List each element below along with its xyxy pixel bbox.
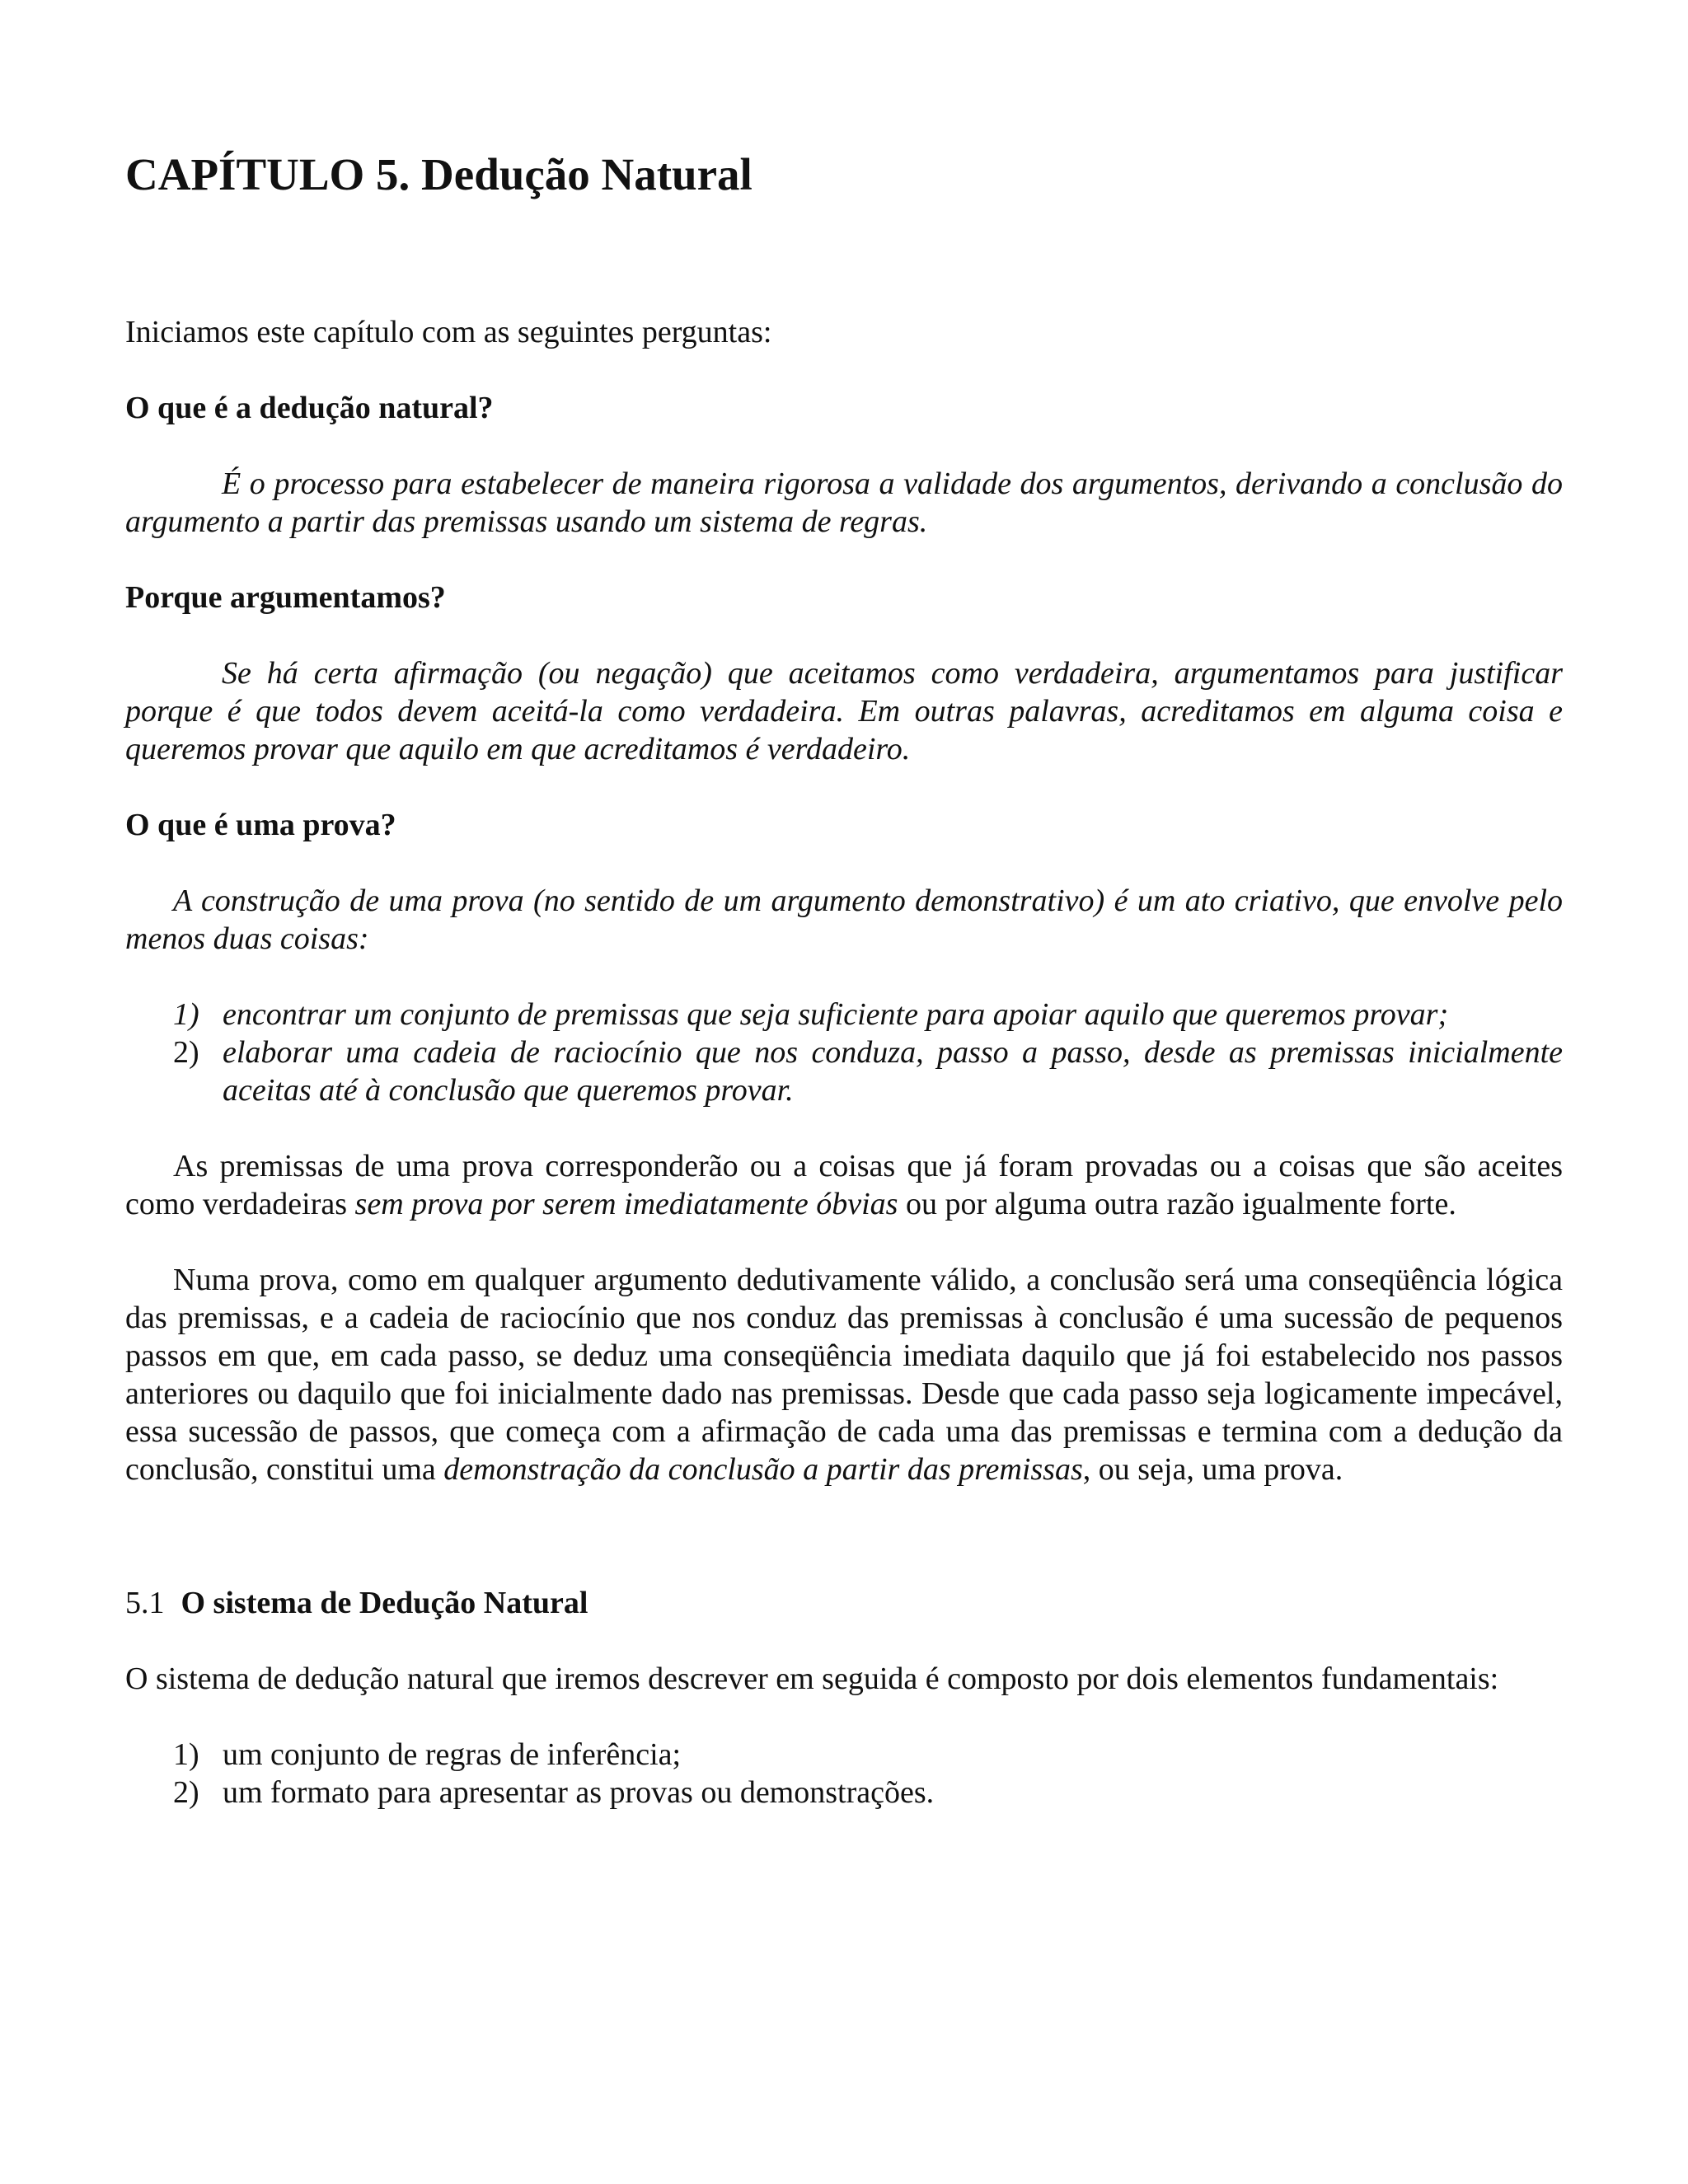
chapter-title: CAPÍTULO 5. Dedução Natural [125,149,753,199]
list-item [125,996,1563,1033]
premises-text-end: ou por alguma outra razão igualmente forte. [898,1187,1456,1221]
list-item-text: um formato para apresentar as provas ou demonstrações. [223,1775,935,1810]
list-item-number: 2) [173,1035,199,1070]
proof-text-start: Numa prova, como em qualquer argumento dedutivamente válido, a conclusão será uma conseqüência lógica das premissas, e a cadeia de raciocínio que nos conduz das premissas à conclusão é uma sucessão de pequenos passos em que, em cada passo, se deduz uma conseqüência imediata daquilo que já foi estabelecido nos passos anteriores ou daquilo que foi inicialmente dado nas premissas. Desde que cada passo seja logicamente impecável, essa sucessão de passos, que começa com a afirmação de cada uma das premissas e termina com a dedução da conclusão, constitui uma [125,1263,1563,1487]
premises-text-italic: sem prova por serem imediatamente óbvias [354,1187,898,1221]
answer-what-is-proof: A construção de uma prova (no sentido de um argumento demonstrativo) é um ato criativo, que envolve pelo menos duas coisas: [125,883,1563,956]
intro-paragraph: Iniciamos este capítulo com as seguintes perguntas: [125,315,772,349]
section-number: 5.1 [125,1586,165,1620]
proof-requirements-list [125,996,1563,1109]
premises-text-start: As premissas de uma prova corresponderão ou a coisas que já foram provadas ou a coisas que são aceites como verdadeiras [125,1149,1563,1221]
section-intro-paragraph: O sistema de dedução natural que iremos descrever em seguida é composto por dois elementos fundamentais: [125,1661,1499,1696]
proof-text-end: , ou seja, uma prova. [1082,1452,1343,1487]
list-item-text: encontrar um conjunto de premissas que seja suficiente para apoiar aquilo que queremos provar; [223,997,1449,1032]
question-natural-deduction: O que é a dedução natural? [125,391,494,425]
list-item-number: 1) [173,1737,199,1772]
list-item-text: elaborar uma cadeia de raciocínio que nos conduza, passo a passo, desde as premissas inicialmente aceitas até à conclusão que queremos provar. [223,1035,1563,1108]
question-what-is-proof: O que é uma prova? [125,808,396,842]
question-why-argue: Porque argumentamos? [125,580,446,615]
section-heading [125,1584,588,1622]
list-item-text: um conjunto de regras de inferência; [223,1737,682,1772]
list-item-number: 1) [173,997,199,1032]
list-item [125,1033,1563,1109]
proof-paragraph [125,1261,1563,1488]
premises-paragraph [125,1147,1563,1223]
answer-why-argue: Se há certa afirmação (ou negação) que aceitamos como verdadeira, argumentamos para justificar porque é que todos devem aceitá-la como verdadeira. Em outras palavras, acreditamos em alguma coisa e queremos provar que aquilo em que acreditamos é verdadeiro. [125,656,1563,766]
list-item [125,1736,1563,1774]
proof-text-italic: demonstração da conclusão a partir das premissas [443,1452,1083,1487]
system-elements-list [125,1736,1563,1811]
answer-natural-deduction: É o processo para estabelecer de maneira rigorosa a validade dos argumentos, derivando a conclusão do argumento a partir das premissas usando um sistema de regras. [125,466,1563,539]
list-item-number: 2) [173,1775,199,1810]
section-title: O sistema de Dedução Natural [181,1586,588,1620]
list-item [125,1774,1563,1811]
